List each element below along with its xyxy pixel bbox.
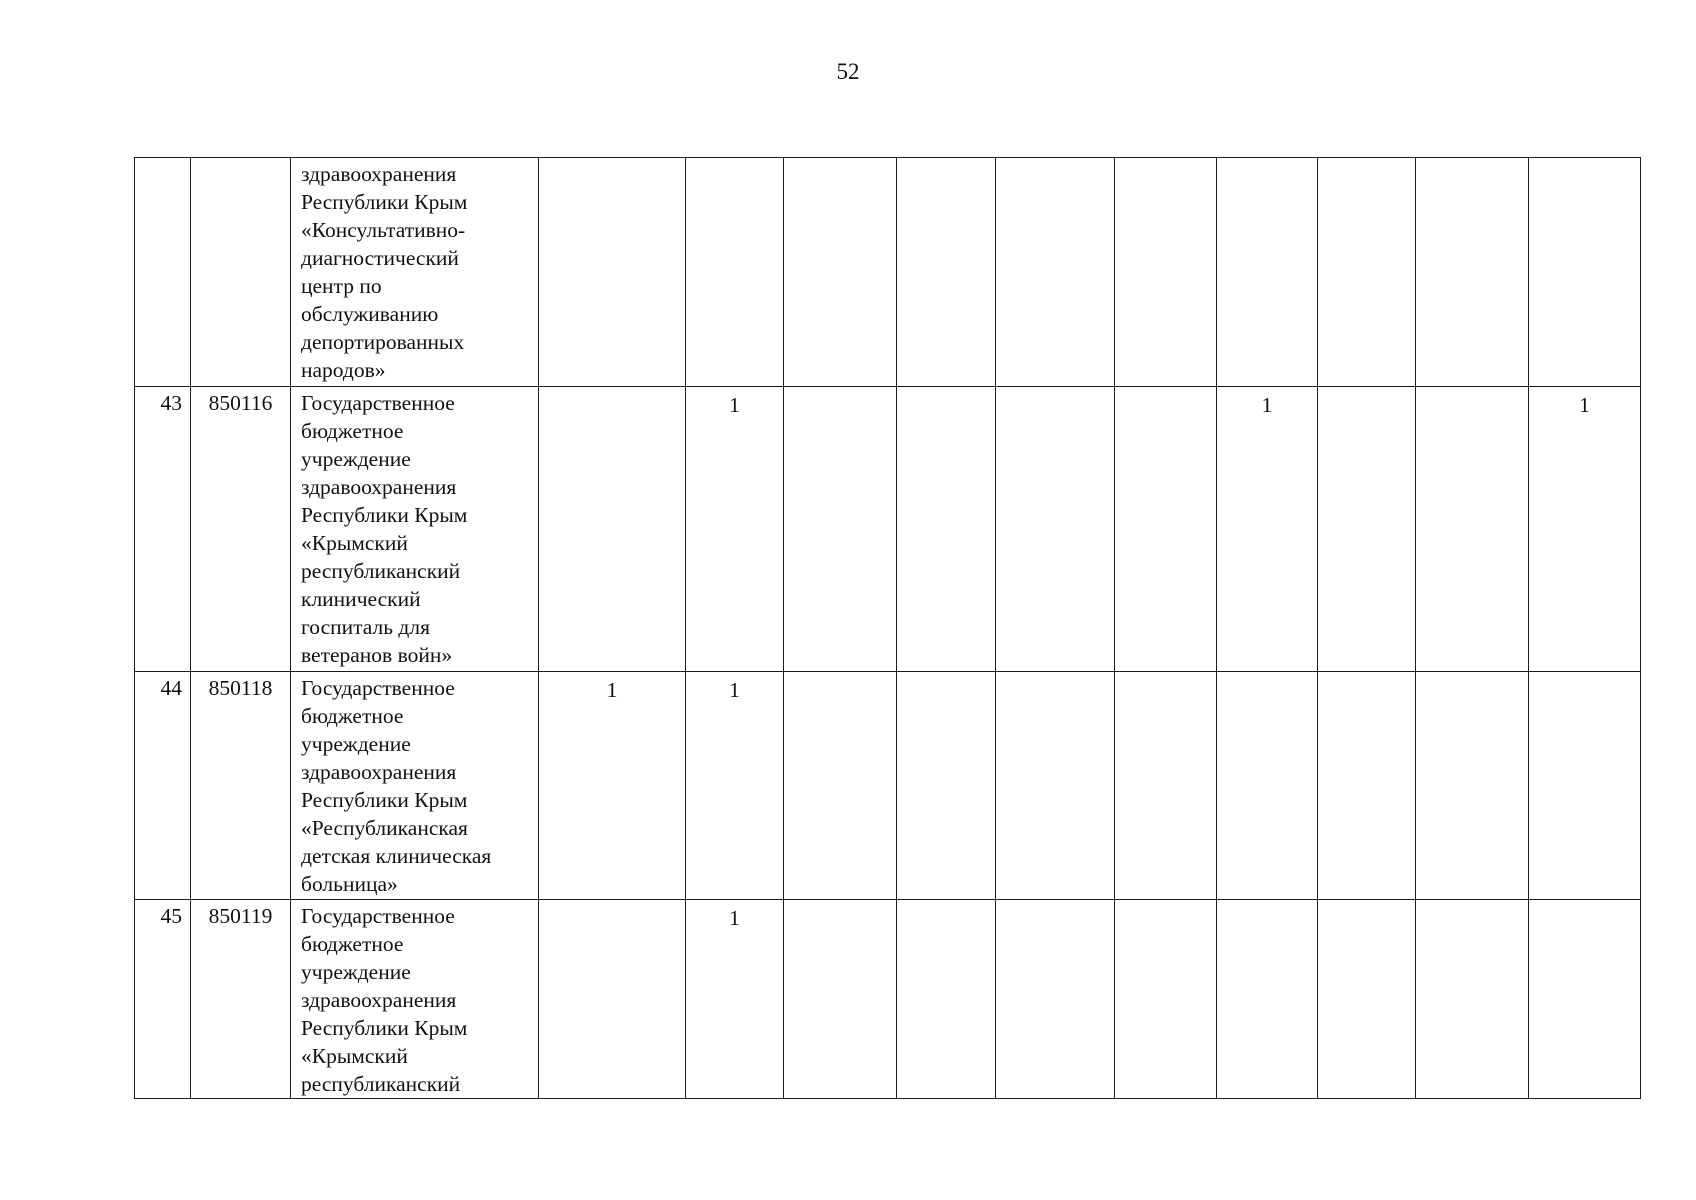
value-cell — [1416, 158, 1529, 387]
value-cell — [539, 158, 686, 387]
name-line: ветеранов войн» — [301, 643, 453, 667]
value-cell: 1 — [686, 900, 784, 1099]
value-cell — [1318, 672, 1416, 900]
value-cell — [1416, 387, 1529, 672]
name-line: республиканский — [301, 1072, 461, 1096]
value-cell: 1 — [539, 672, 686, 900]
value-cell — [897, 158, 996, 387]
name-line: «Крымский — [301, 1044, 408, 1068]
value-cell — [1115, 672, 1217, 900]
value-cell — [1115, 387, 1217, 672]
value-cell — [1115, 158, 1217, 387]
value-cell — [1318, 900, 1416, 1099]
value-cell — [996, 158, 1115, 387]
name-line: учреждение — [301, 732, 411, 756]
row-name — [291, 387, 539, 672]
value-cell: 1 — [1217, 387, 1318, 672]
name-line: здравоохранения — [301, 162, 457, 186]
name-line: диагностический — [301, 246, 459, 270]
value-cell — [897, 900, 996, 1099]
value-cell — [784, 387, 897, 672]
value-cell — [1416, 672, 1529, 900]
value-cell: 1 — [686, 672, 784, 900]
table-row — [135, 387, 1641, 672]
value-cell — [1318, 158, 1416, 387]
page-number: 52 — [836, 59, 860, 84]
table-row — [135, 158, 1641, 387]
table-row — [135, 900, 1641, 1099]
row-name — [291, 672, 539, 900]
value-cell — [996, 900, 1115, 1099]
value-cell — [1318, 387, 1416, 672]
value-cell — [1217, 672, 1318, 900]
row-number — [135, 158, 191, 387]
name-line: учреждение — [301, 447, 411, 471]
name-line: Государственное — [301, 904, 455, 928]
name-line: Республики Крым — [301, 788, 468, 812]
name-line: «Консультативно- — [301, 218, 466, 242]
value-cell: 1 — [686, 387, 784, 672]
name-line: бюджетное — [301, 419, 404, 443]
value-cell — [784, 158, 897, 387]
name-line: Государственное — [301, 676, 455, 700]
value-cell — [1115, 900, 1217, 1099]
row-name — [291, 158, 539, 387]
row-name — [291, 900, 539, 1099]
name-line: «Республиканская — [301, 816, 468, 840]
name-line: детская клиническая — [301, 844, 492, 868]
value-cell — [539, 387, 686, 672]
row-number: 45 — [135, 900, 191, 1099]
name-line: республиканский — [301, 559, 461, 583]
name-line: Государственное — [301, 391, 455, 415]
name-line: госпиталь для — [301, 615, 430, 639]
name-line: Республики Крым — [301, 503, 468, 527]
name-line: здравоохранения — [301, 760, 457, 784]
value-cell — [1217, 158, 1318, 387]
name-line: клинический — [301, 587, 421, 611]
name-line: обслуживанию — [301, 302, 439, 326]
value-cell — [784, 672, 897, 900]
row-code: 850116 — [191, 387, 291, 672]
name-line: бюджетное — [301, 704, 404, 728]
name-line: бюджетное — [301, 932, 404, 956]
name-line: учреждение — [301, 960, 411, 984]
row-code — [191, 158, 291, 387]
name-line: народов» — [301, 358, 386, 382]
row-number: 43 — [135, 387, 191, 672]
table-row — [135, 672, 1641, 900]
value-cell — [539, 900, 686, 1099]
value-cell — [996, 672, 1115, 900]
value-cell — [1217, 900, 1318, 1099]
value-cell — [897, 672, 996, 900]
name-line: здравоохранения — [301, 988, 457, 1012]
value-cell — [996, 387, 1115, 672]
data-table — [134, 157, 1641, 1099]
value-cell — [1529, 900, 1641, 1099]
name-line: здравоохранения — [301, 475, 457, 499]
value-cell — [1529, 158, 1641, 387]
value-cell — [686, 158, 784, 387]
name-line: больница» — [301, 872, 398, 896]
name-line: Республики Крым — [301, 1016, 468, 1040]
value-cell — [784, 900, 897, 1099]
value-cell — [897, 387, 996, 672]
name-line: депортированных — [301, 330, 465, 354]
row-code: 850119 — [191, 900, 291, 1099]
row-number: 44 — [135, 672, 191, 900]
value-cell — [1529, 672, 1641, 900]
name-line: Республики Крым — [301, 190, 468, 214]
value-cell: 1 — [1529, 387, 1641, 672]
value-cell — [1416, 900, 1529, 1099]
name-line: «Крымский — [301, 531, 408, 555]
name-line: центр по — [301, 274, 382, 298]
row-code: 850118 — [191, 672, 291, 900]
